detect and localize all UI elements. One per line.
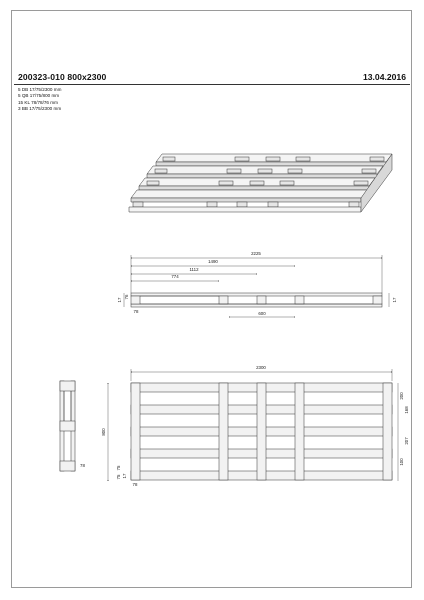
dim-left: 75 [116,465,121,471]
dim-length: 2300 [256,365,266,370]
top-stringer [131,383,140,480]
dim-600: 600 [258,311,266,316]
side-block [257,296,266,304]
iso-top-board [131,190,367,202]
parts-list-item: 5 DB 17/75/2300 mm [18,87,62,92]
dim-17-76-17: 17 [117,297,122,303]
side-dimension-lines [131,255,382,317]
drawing-title: 200323-010 800x2300 [18,72,107,82]
top-stringer [295,383,304,480]
side-top-board [131,293,382,296]
dim-right-17: 17 [392,297,397,303]
dim-right: 100 [399,458,404,466]
dim-height: 76 [124,294,129,300]
end-block [60,461,75,471]
iso-bottom-board [129,207,361,212]
end-block [60,421,75,431]
side-block [373,296,382,304]
dim-left: 75 [116,474,121,480]
end-view [60,381,75,471]
dim-right: 207 [404,437,409,445]
dim-1112: 1112 [189,267,199,272]
dim-right: 200 [399,392,404,400]
dim-774: 774 [171,274,179,279]
isometric-view [129,154,392,212]
top-stringer [219,383,228,480]
side-block [131,296,140,304]
parts-list-item: 3 BB 17/75/2300 mm [18,105,62,111]
top-view [101,365,409,487]
dim-left: 17 [122,473,127,479]
parts-list-item: 5 QB 17/75/800 mm [18,93,60,99]
dim-width: 800 [101,428,106,436]
side-block [295,296,304,304]
top-stringer [383,383,392,480]
top-stringer [257,383,266,480]
dim-1490: 1490 [208,259,218,264]
side-view [117,251,397,317]
side-block [219,296,228,304]
dim-left: 78 [132,482,138,487]
top-boards [131,383,392,480]
dim-78-side: 78 [133,309,139,314]
dim-2225: 2225 [251,251,261,256]
side-bottom-board [131,304,382,307]
side-profile [131,293,382,307]
end-block [60,381,75,391]
dim-right: 168 [404,406,409,414]
drawing-date: 13.04.2016 [362,72,406,82]
dim-end-78: 78 [80,463,85,468]
parts-list-item: 15 KL 78/78/76 mm [18,99,58,105]
